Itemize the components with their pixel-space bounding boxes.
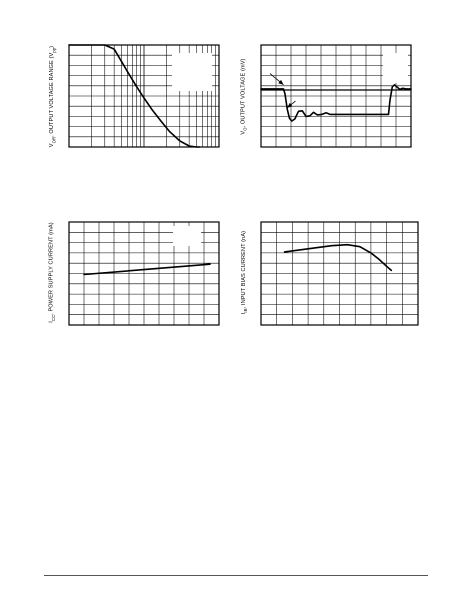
series-line — [285, 245, 392, 271]
legend-area — [172, 53, 212, 91]
y-axis-label: $V_O$, OUTPUT VOLTAGE (mV) — [240, 57, 248, 135]
annotation-arrowhead — [287, 103, 292, 108]
footer-rule — [44, 575, 428, 576]
y-axis-label: $I_{IB}$, INPUT BIAS CURRENT (nA) — [240, 230, 248, 314]
y-axis-label: $V_{OR}$, OUTPUT VOLTAGE RANGE $(V_{pp})$ — [48, 45, 56, 147]
chart-bias-current — [261, 222, 418, 325]
series-line — [84, 264, 210, 274]
chart-voltage-range — [69, 45, 219, 147]
legend-area — [383, 53, 408, 83]
chart-transient-response — [261, 45, 411, 147]
y-axis-label: $I_{CC}$, POWER SUPPLY CURRENT (mA) — [48, 221, 56, 323]
legend-area — [173, 226, 201, 246]
chart-supply-current — [69, 222, 219, 325]
